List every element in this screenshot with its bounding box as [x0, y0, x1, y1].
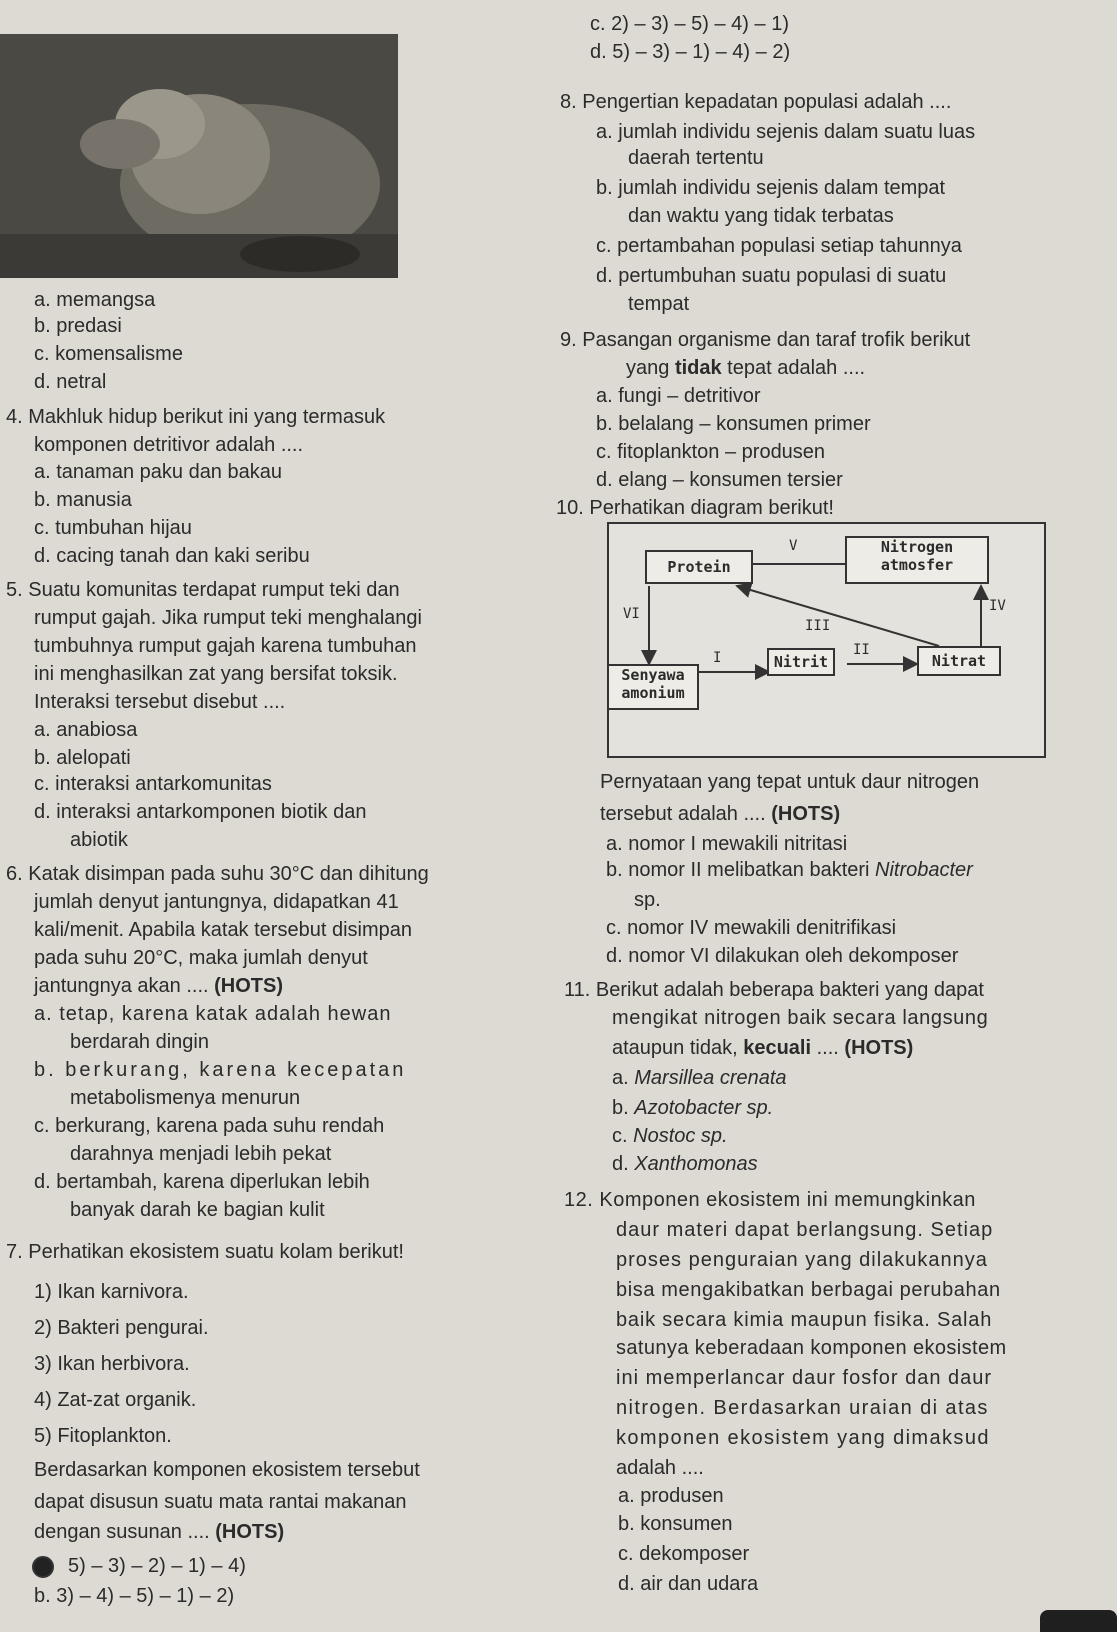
label-iii: III [805, 618, 831, 634]
selected-answer-mark [32, 1556, 54, 1578]
q6-option-d-cont: banyak darah ke bagian kulit [70, 1199, 325, 1221]
nitrogen-cycle-diagram [607, 522, 1046, 758]
q6-option-d: d. bertambah, karena diperlukan lebih [34, 1171, 370, 1193]
photo-illustration [0, 34, 398, 278]
q4-option-d: d. cacing tanah dan kaki seribu [34, 545, 310, 567]
q6-stem-line5: jantungnya akan .... (HOTS) [34, 975, 284, 997]
q7-item-3: 3) Ikan herbivora. [34, 1353, 190, 1375]
q12-stem-line1: 12. Komponen ekosistem ini memungkinkan [564, 1189, 976, 1211]
q9-stem-cont: yang tidak tepat adalah .... [626, 357, 866, 379]
q9-stem: 9. Pasangan organisme dan taraf trofik berikut [560, 329, 971, 351]
q10-option-b: b. nomor II melibatkan bakteri Nitrobacter [606, 859, 973, 881]
q6-option-c-cont: darahnya menjadi lebih pekat [70, 1143, 332, 1165]
amonium-box: Senyawa amonium [607, 664, 699, 710]
q4-option-c: c. tumbuhan hijau [34, 517, 192, 539]
q12-stem-line10: adalah .... [616, 1457, 704, 1479]
q7-text-line2: dapat disusun suatu mata rantai makanan [34, 1491, 407, 1513]
q11-hots: (HOTS) [844, 1037, 914, 1059]
q5-stem-line3: tumbuhnya rumput gajah karena tumbuhan [34, 635, 417, 657]
q8-option-d: d. pertumbuhan suatu populasi di suatu [596, 265, 947, 287]
q4-stem: 4. Makhluk hidup berikut ini yang termasuk [6, 406, 386, 428]
q11-option-c: c. Nostoc sp. [612, 1125, 728, 1147]
q8-option-b: b. jumlah individu sejenis dalam tempat [596, 177, 946, 199]
q5-option-a: a. anabiosa [34, 719, 138, 741]
q10-hots: (HOTS) [771, 803, 841, 825]
animal-photo [0, 34, 398, 278]
q7-text-line1: Berdasarkan komponen ekosistem tersebut [34, 1459, 420, 1481]
q7-stem: 7. Perhatikan ekosistem suatu kolam berikut! [6, 1241, 404, 1263]
q7-option-b: b. 3) – 4) – 5) – 1) – 2) [34, 1585, 235, 1607]
q4-option-b: b. manusia [34, 489, 132, 511]
page-edge-shadow [1040, 1610, 1117, 1632]
q5-stem-line5: Interaksi tersebut disebut .... [34, 691, 286, 713]
q10-option-d: d. nomor VI dilakukan oleh dekomposer [606, 945, 959, 967]
q11-emphasis: kecuali [743, 1037, 812, 1059]
q6-stem-line1: 6. Katak disimpan pada suhu 30°C dan dihitung [6, 863, 429, 885]
prev-option-d: d. 5) – 3) – 1) – 4) – 2) [590, 41, 791, 63]
q9-option-c: c. fitoplankton – produsen [596, 441, 826, 463]
q6-stem-line3: kali/menit. Apabila katak tersebut disimpan [34, 919, 412, 941]
q6-option-b: b. berkurang, karena kecepatan [34, 1059, 407, 1081]
q3-option-b: b. predasi [34, 315, 122, 337]
label-i: I [713, 650, 722, 666]
q10-question-cont: tersebut adalah .... (HOTS) [600, 803, 841, 825]
q6-option-b-cont: metabolismenya menurun [70, 1087, 301, 1109]
q8-option-d-cont: tempat [628, 293, 690, 315]
q12-stem-line3: proses penguraian yang dilakukannya [616, 1249, 988, 1271]
q9-emphasis: tidak [674, 357, 722, 379]
q12-stem-line6: satunya keberadaan komponen ekosistem [616, 1337, 1007, 1359]
q5-option-d-cont: abiotik [70, 829, 128, 851]
protein-box: Protein [645, 550, 753, 584]
q12-stem-line5: baik secara kimia maupun fisika. Salah [616, 1309, 993, 1331]
q10-option-c: c. nomor IV mewakili denitrifikasi [606, 917, 897, 939]
q11-option-d: d. Xanthomonas [612, 1153, 758, 1175]
q12-stem-line9: komponen ekosistem yang dimaksud [616, 1427, 990, 1449]
q12-stem-line7: ini memperlancar daur fosfor dan daur [616, 1367, 993, 1389]
q6-hots: (HOTS) [214, 975, 284, 997]
q9-option-b: b. belalang – konsumen primer [596, 413, 871, 435]
nitrogen-box: Nitrogen atmosfer [845, 536, 989, 584]
q4-option-a: a. tanaman paku dan bakau [34, 461, 282, 483]
q7-text-line3: dengan susunan .... (HOTS) [34, 1521, 285, 1543]
label-ii: II [853, 642, 870, 658]
q4-stem-cont: komponen detritivor adalah .... [34, 434, 304, 456]
q10-stem: 10. Perhatikan diagram berikut! [556, 497, 834, 519]
q10-option-a: a. nomor I mewakili nitritasi [606, 833, 848, 855]
q8-option-c: c. pertambahan populasi setiap tahunnya [596, 235, 962, 257]
q12-stem-line2: daur materi dapat berlangsung. Setiap [616, 1219, 994, 1241]
q9-option-a: a. fungi – detritivor [596, 385, 761, 407]
q8-option-a-cont: daerah tertentu [628, 147, 764, 169]
q11-stem: 11. Berikut adalah beberapa bakteri yang dapat [564, 979, 984, 1001]
q10-option-b-cont: sp. [634, 889, 661, 911]
q3-option-c: c. komensalisme [34, 343, 183, 365]
q11-option-b: b. Azotobacter sp. [612, 1097, 774, 1119]
q5-option-d: d. interaksi antarkomponen biotik dan [34, 801, 367, 823]
nitrit-box: Nitrit [767, 648, 835, 676]
q9-option-d: d. elang – konsumen tersier [596, 469, 843, 491]
q7-item-1: 1) Ikan karnivora. [34, 1281, 189, 1303]
q10-question: Pernyataan yang tepat untuk daur nitrogen [600, 771, 980, 793]
q7-option-a: 5) – 3) – 2) – 1) – 4) [68, 1555, 246, 1577]
q5-stem-line1: 5. Suatu komunitas terdapat rumput teki dan [6, 579, 400, 601]
q5-stem-line4: ini menghasilkan zat yang bersifat toksik. [34, 663, 398, 685]
prev-option-c: c. 2) – 3) – 5) – 4) – 1) [590, 13, 789, 35]
q5-option-c: c. interaksi antarkomunitas [34, 773, 272, 795]
q12-option-d: d. air dan udara [618, 1573, 759, 1595]
q11-stem-line3: ataupun tidak, kecuali .... (HOTS) [612, 1037, 914, 1059]
q11-option-a: a. Marsillea crenata [612, 1067, 787, 1089]
q6-stem-line2: jumlah denyut jantungnya, didapatkan 41 [34, 891, 399, 913]
q3-option-a: a. memangsa [34, 289, 156, 311]
q7-hots: (HOTS) [215, 1521, 285, 1543]
q5-option-b: b. alelopati [34, 747, 131, 769]
q7-item-4: 4) Zat-zat organik. [34, 1389, 197, 1411]
q6-option-a: a. tetap, karena katak adalah hewan [34, 1003, 392, 1025]
nitrat-box: Nitrat [917, 646, 1001, 676]
q7-item-5: 5) Fitoplankton. [34, 1425, 172, 1447]
q12-option-b: b. konsumen [618, 1513, 733, 1535]
q6-stem-line4: pada suhu 20°C, maka jumlah denyut [34, 947, 368, 969]
q6-option-c: c. berkurang, karena pada suhu rendah [34, 1115, 385, 1137]
q12-stem-line8: nitrogen. Berdasarkan uraian di atas [616, 1397, 989, 1419]
label-v: V [789, 538, 798, 554]
q5-stem-line2: rumput gajah. Jika rumput teki menghalangi [34, 607, 422, 629]
q8-option-b-cont: dan waktu yang tidak terbatas [628, 205, 894, 227]
q11-stem-line2: mengikat nitrogen baik secara langsung [612, 1007, 989, 1029]
label-iv: IV [989, 598, 1006, 614]
q3-option-d: d. netral [34, 371, 107, 393]
q7-item-2: 2) Bakteri pengurai. [34, 1317, 209, 1339]
q12-option-a: a. produsen [618, 1485, 724, 1507]
q8-option-a: a. jumlah individu sejenis dalam suatu luas [596, 121, 976, 143]
q6-option-a-cont: berdarah dingin [70, 1031, 209, 1053]
q12-option-c: c. dekomposer [618, 1543, 750, 1565]
q8-stem: 8. Pengertian kepadatan populasi adalah .... [560, 91, 952, 113]
label-vi: VI [623, 606, 640, 622]
q12-stem-line4: bisa mengakibatkan berbagai perubahan [616, 1279, 1001, 1301]
